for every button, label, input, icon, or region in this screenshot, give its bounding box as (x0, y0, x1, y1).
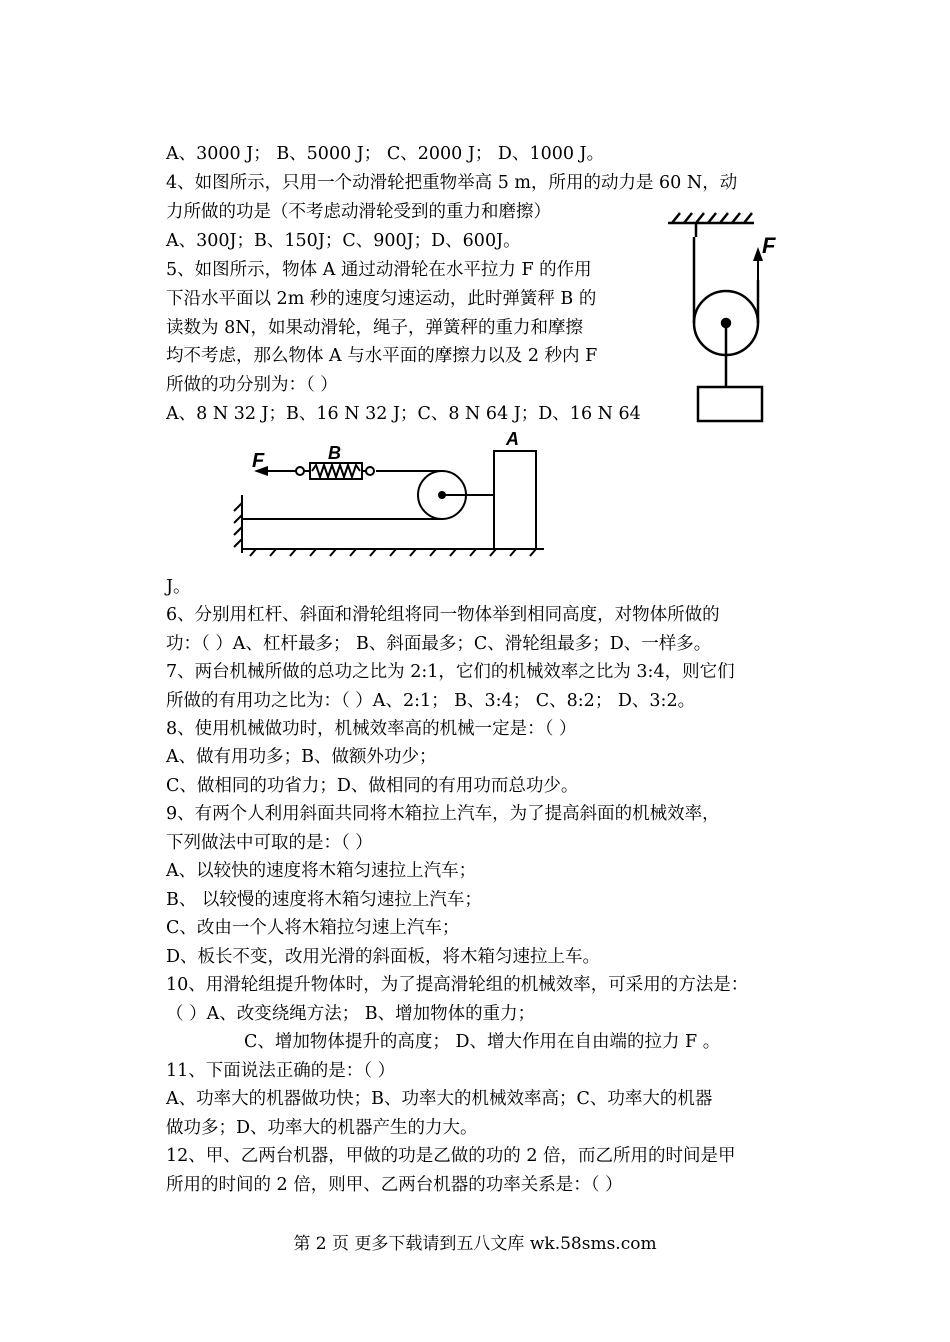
text-line: C、做相同的功省力；D、做相同的有用功而总功少。 (166, 776, 579, 796)
spring-label: B (328, 443, 341, 463)
text-line: 所做的有用功之比为：（ ）A、2:1； B、3:4； C、8:2； D、3:2。 (166, 691, 696, 711)
text-line: A、300J；B、150J；C、900J；D、600J。 (166, 231, 521, 251)
text-line: A、以较快的速度将木箱匀速拉上汽车； (166, 861, 477, 881)
text-line: A、做有用功多；B、做额外功少； (166, 747, 437, 767)
text-line: 5、如图所示，物体 A 通过动滑轮在水平拉力 F 的作用 (166, 260, 592, 280)
text-line: （ ）A、改变绕绳方法； B、增加物体的重力； (166, 1004, 536, 1024)
text-line: 9、有两个人利用斜面共同将木箱拉上汽车，为了提高斜面的机械效率， (166, 804, 720, 824)
text-line: A、8 N 32 J；B、16 N 32 J；C、8 N 64 J；D、16 N 64 (166, 404, 641, 424)
movable-pulley-figure (660, 205, 780, 430)
text-line: C、改由一个人将木箱拉匀速上汽车； (166, 918, 460, 938)
text-line: 10、用滑轮组提升物体时，为了提高滑轮组的机械效率，可采用的方法是： (166, 975, 749, 995)
text-line: 12、甲、乙两台机器，甲做的功是乙做的功的 2 倍，而乙所用的时间是甲 (166, 1146, 736, 1166)
text-line: J。 (166, 577, 191, 597)
text-line: D、板长不变，改用光滑的斜面板，将木箱匀速拉上车。 (166, 947, 601, 967)
text-line: 力所做的功是（不考虑动滑轮受到的重力和磨擦） (166, 202, 551, 222)
text-line: 7、两台机械所做的总功之比为 2:1，它们的机械效率之比为 3:4，则它们 (166, 662, 735, 682)
text-line: 读数为 8N，如果动滑轮，绳子，弹簧秤的重力和摩擦 (166, 318, 584, 338)
page-footer: 第 2 页 更多下载请到五八文库 wk.58sms.com (293, 1234, 657, 1254)
force-label: F (252, 450, 265, 472)
text-line: 做功多；D、功率大的机器产生的力大。 (166, 1118, 478, 1138)
text-line: 6、分别用杠杆、斜面和滑轮组将同一物体举到相同高度，对物体所做的 (166, 605, 720, 625)
text-line: 8、使用机械做功时，机械效率高的机械一定是：（ ） (166, 719, 577, 739)
text-line: 下列做法中可取的是：（ ） (166, 833, 373, 853)
text-line: 所用的时间的 2 倍，则甲、乙两台机器的功率关系是：（ ） (166, 1175, 623, 1195)
text-line: C、增加物体提升的高度； D、增大作用在自由端的拉力 F 。 (244, 1032, 721, 1052)
text-line: 11、下面说法正确的是：（ ） (166, 1061, 396, 1081)
text-line: A、3000 J； B、5000 J； C、2000 J； D、1000 J。 (166, 144, 605, 164)
block-label: A (506, 429, 519, 449)
horizontal-pulley-figure (230, 425, 550, 560)
text-line: 功：（ ）A、杠杆最多； B、斜面最多；C、滑轮组最多；D、一样多。 (166, 634, 712, 654)
force-label: F (762, 233, 776, 258)
text-line: 下沿水平面以 2m 秒的速度匀速运动，此时弹簧秤 B 的 (166, 289, 597, 309)
text-line: 所做的功分别为：（ ） (166, 375, 338, 395)
text-line: A、功率大的机器做功快；B、功率大的机械效率高；C、功率大的机器 (166, 1089, 713, 1109)
text-line: B、 以较慢的速度将木箱匀速拉上汽车； (166, 890, 482, 910)
text-line: 4、如图所示，只用一个动滑轮把重物举高 5 m，所用的动力是 60 N，动 (166, 173, 738, 193)
text-line: 均不考虑，那么物体 A 与水平面的摩擦力以及 2 秒内 F (166, 346, 598, 366)
